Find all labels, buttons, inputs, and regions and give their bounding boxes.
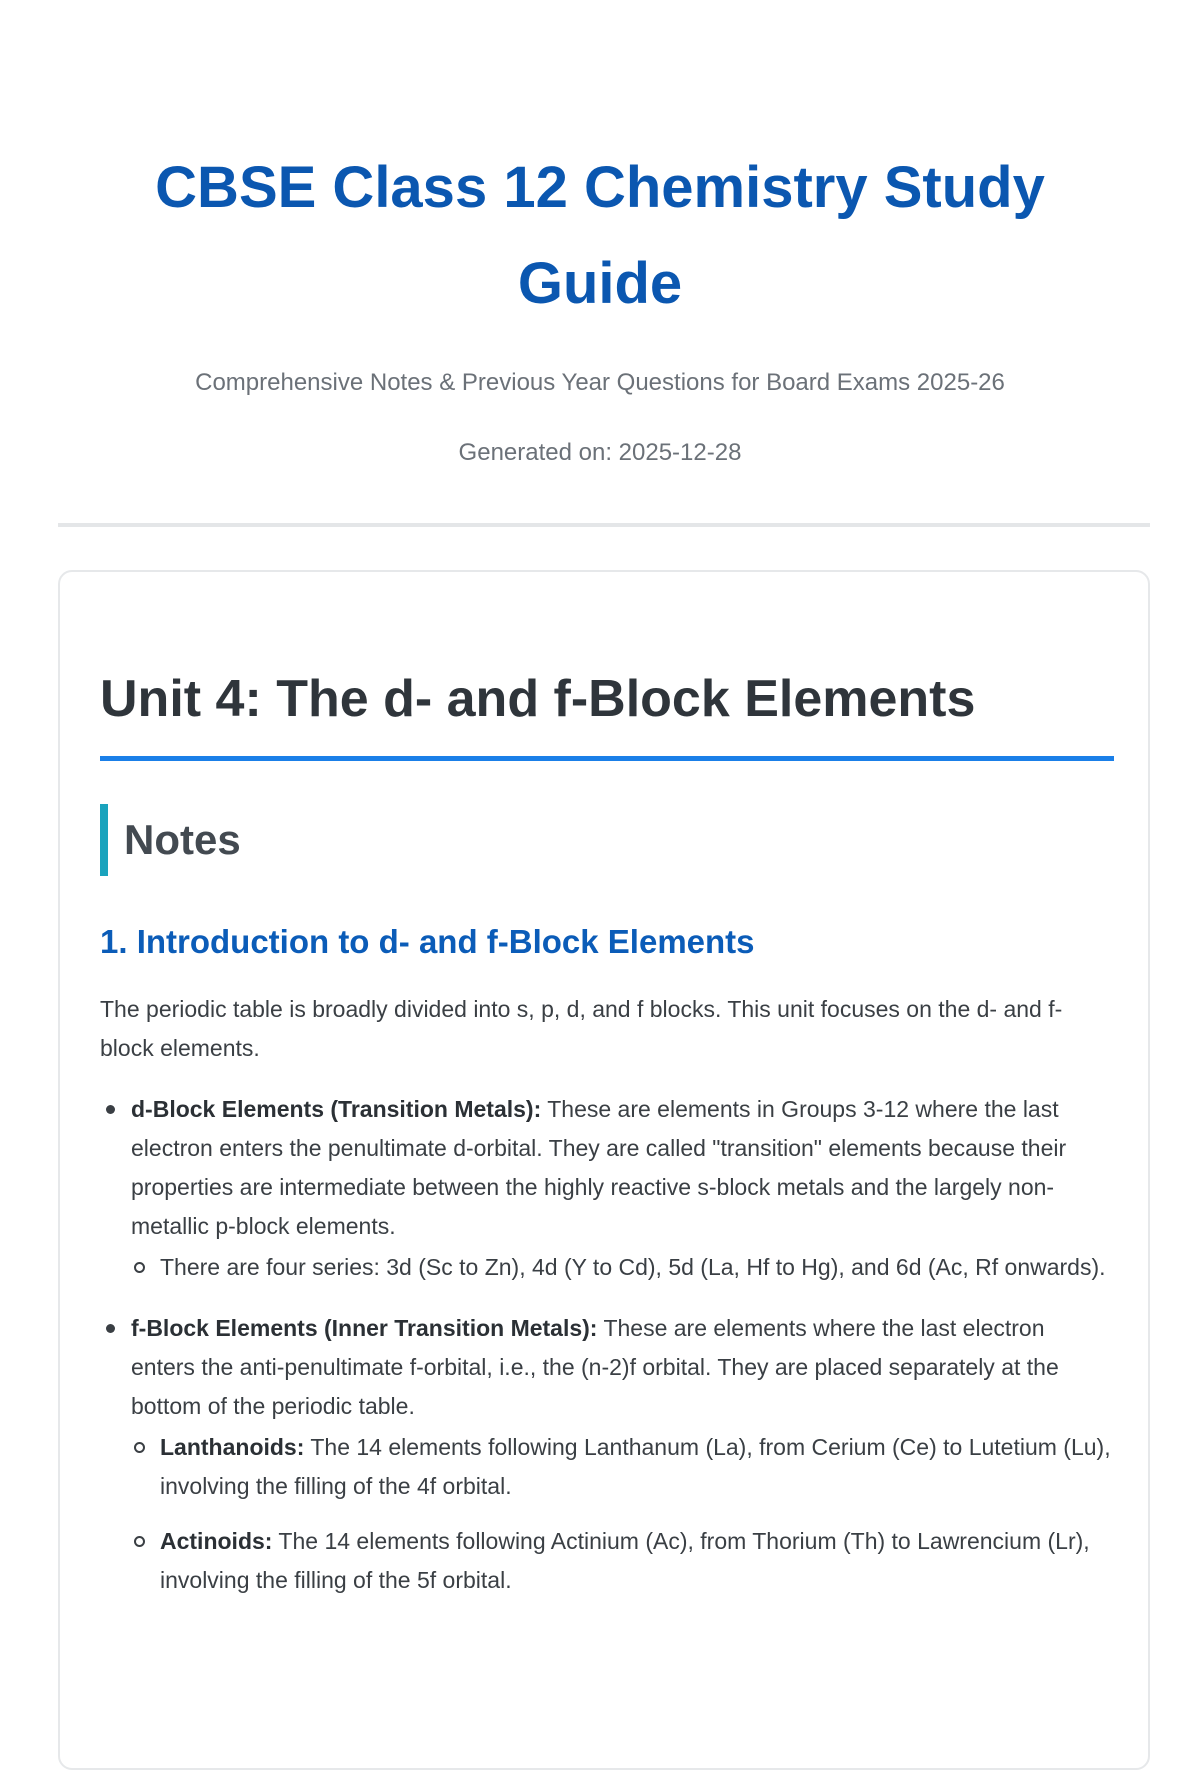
unit-card <box>58 570 1150 1770</box>
notes-heading: Notes <box>124 816 241 863</box>
list-item-term: d-Block Elements (Transition Metals): <box>131 1096 542 1122</box>
section-title: 1. Introduction to d- and f-Block Elements <box>100 923 755 960</box>
sub-list <box>131 1428 1112 1600</box>
sub-list-item-text: The 14 elements following Lanthanum (La), from Cerium (Ce) to Lutetium (Lu), involving the filling of the 4f orbital. <box>160 1434 1111 1499</box>
sub-list-item-lanthanoids <box>131 1428 1112 1506</box>
list-item-f-block <box>100 1309 1112 1600</box>
block-list <box>100 1090 1112 1600</box>
sub-list-item-term: Lanthanoids: <box>160 1434 305 1460</box>
section-content <box>100 990 1112 1622</box>
list-item-d-block <box>100 1090 1112 1287</box>
header-divider <box>58 523 1150 527</box>
unit-title-underline <box>100 756 1114 761</box>
list-item-term: f-Block Elements (Inner Transition Metals): <box>131 1315 598 1341</box>
document-subtitle: Comprehensive Notes & Previous Year Questions for Board Exams 2025-26 <box>195 369 1005 396</box>
notes-heading-block <box>100 804 241 876</box>
sub-list-item-text: The 14 elements following Actinium (Ac), from Thorium (Th) to Lawrencium (Lr), involving the filling of the 5f orbital. <box>160 1528 1090 1593</box>
list-item-text: These are elements in Groups 3-12 where the last electron enters the penultimate d-orbital. They are called "transition" elements because their properties are intermediate between the highly reactive s-block metals and the largely non-metallic p-block elements. <box>131 1096 1067 1239</box>
sub-list-item-term: Actinoids: <box>160 1528 273 1554</box>
sub-list-item-actinoids <box>131 1522 1112 1600</box>
intro-paragraph: The periodic table is broadly divided into s, p, d, and f blocks. This unit focuses on the d- and f-block elements. <box>100 996 1063 1061</box>
sub-list <box>131 1248 1112 1287</box>
generated-date: Generated on: 2025-12-28 <box>458 439 742 466</box>
document-title: CBSE Class 12 Chemistry Study Guide <box>155 155 1045 316</box>
list-item-text: These are elements where the last electron enters the anti-penultimate f-orbital, i.e., the (n-2)f orbital. They are placed separately at the bottom of the periodic table. <box>131 1315 1059 1419</box>
unit-title: Unit 4: The d- and f-Block Elements <box>100 670 976 728</box>
sub-list-item-text: There are four series: 3d (Sc to Zn), 4d (Y to Cd), 5d (La, Hf to Hg), and 6d (Ac, Rf onwards). <box>160 1254 1106 1280</box>
sub-list-item <box>131 1248 1112 1287</box>
document-header <box>0 0 1200 468</box>
